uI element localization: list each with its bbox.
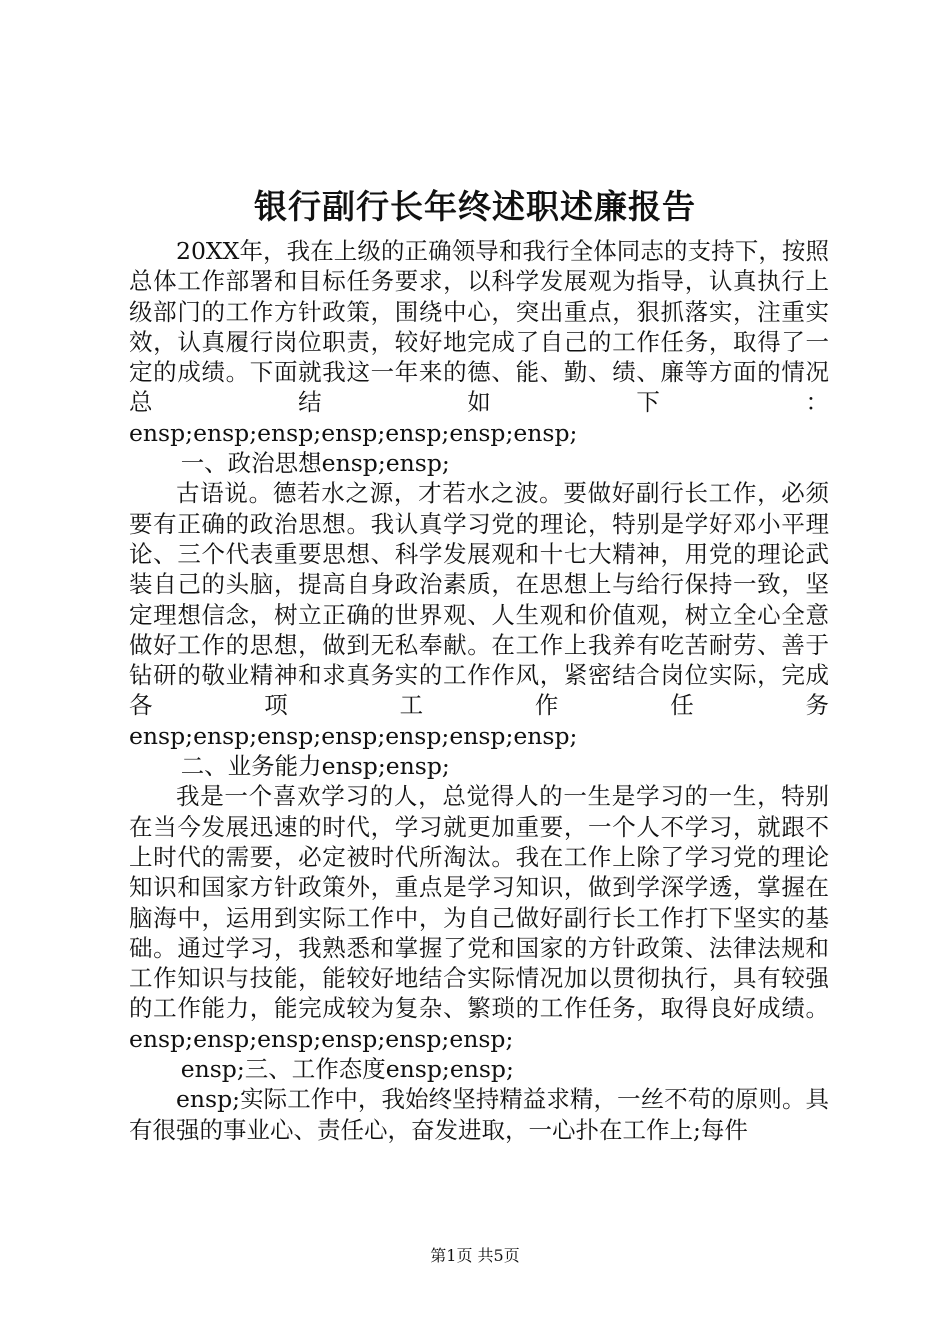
paragraph-ability: 我是一个喜欢学习的人，总觉得人的一生是学习的一生，特别在当今发展迅速的时代，学习就更加重要，一个人不学习，就跟不上时代的需要，必定被时代所淘汰。我在工作上除了学习党的理论知识和国家方针政策外，重点是学习知识，做到学深学透，掌握在脑海中，运用到实际工作中，为自己做好副行长工作打下坚实的基础。通过学习，我熟悉和掌握了党和国家的方针政策、法律法规和工作知识与技能，能较好地结合实际情况加以贯彻执行，具有较强的工作能力，能完成较为复杂、繁琐的工作任务，取得良好成绩。 [129, 782, 829, 1023]
paragraph-intro-tail: ensp;ensp;ensp;ensp;ensp;ensp;ensp; [129, 418, 578, 447]
section-heading-attitude: ensp;三、工作态度ensp;ensp; [180, 1055, 514, 1084]
document-body [129, 236, 829, 1145]
paragraph-ability-tail: ensp;ensp;ensp;ensp;ensp;ensp; [129, 1024, 514, 1053]
page-title: 银行副行长年终述职述廉报告 [254, 187, 696, 226]
page-footer: 第1页 共5页 [430, 1246, 520, 1265]
section-heading-ability: 二、业务能力ensp;ensp; [180, 752, 450, 781]
paragraph-attitude: ensp;实际工作中，我始终坚持精益求精，一丝不苟的原则。具有很强的事业心、责任心，奋发进取，一心扑在工作上;每件 [129, 1085, 829, 1144]
paragraph-politics: 古语说。德若水之源，才若水之波。要做好副行长工作，必须要有正确的政治思想。我认真学习党的理论，特别是学好邓小平理论、三个代表重要思想、科学发展观和十七大精神，用党的理论武装自己的头脑，提高自身政治素质，在思想上与给行保持一致，坚定理想信念，树立正确的世界观、人生观和价值观，树立全心全意做好工作的思想，做到无私奉献。在工作上我养有吃苦耐劳、善于钻研的敬业精神和求真务实的工作作风，紧密结合岗位实际，完成各项工作任务 [129, 479, 829, 720]
paragraph-intro: 20XX年，我在上级的正确领导和我行全体同志的支持下，按照总体工作部署和目标任务要求，以科学发展观为指导，认真执行上级部门的工作方针政策，围绕中心，突出重点，狠抓落实，注重实效，认真履行岗位职责，较好地完成了自己的工作任务，取得了一定的成绩。下面就我这一年来的德、能、勤、绩、廉等方面的情况总结如下： [129, 237, 829, 417]
paragraph-politics-tail: ensp;ensp;ensp;ensp;ensp;ensp;ensp; [129, 721, 578, 750]
section-heading-politics: 一、政治思想ensp;ensp; [180, 449, 450, 478]
